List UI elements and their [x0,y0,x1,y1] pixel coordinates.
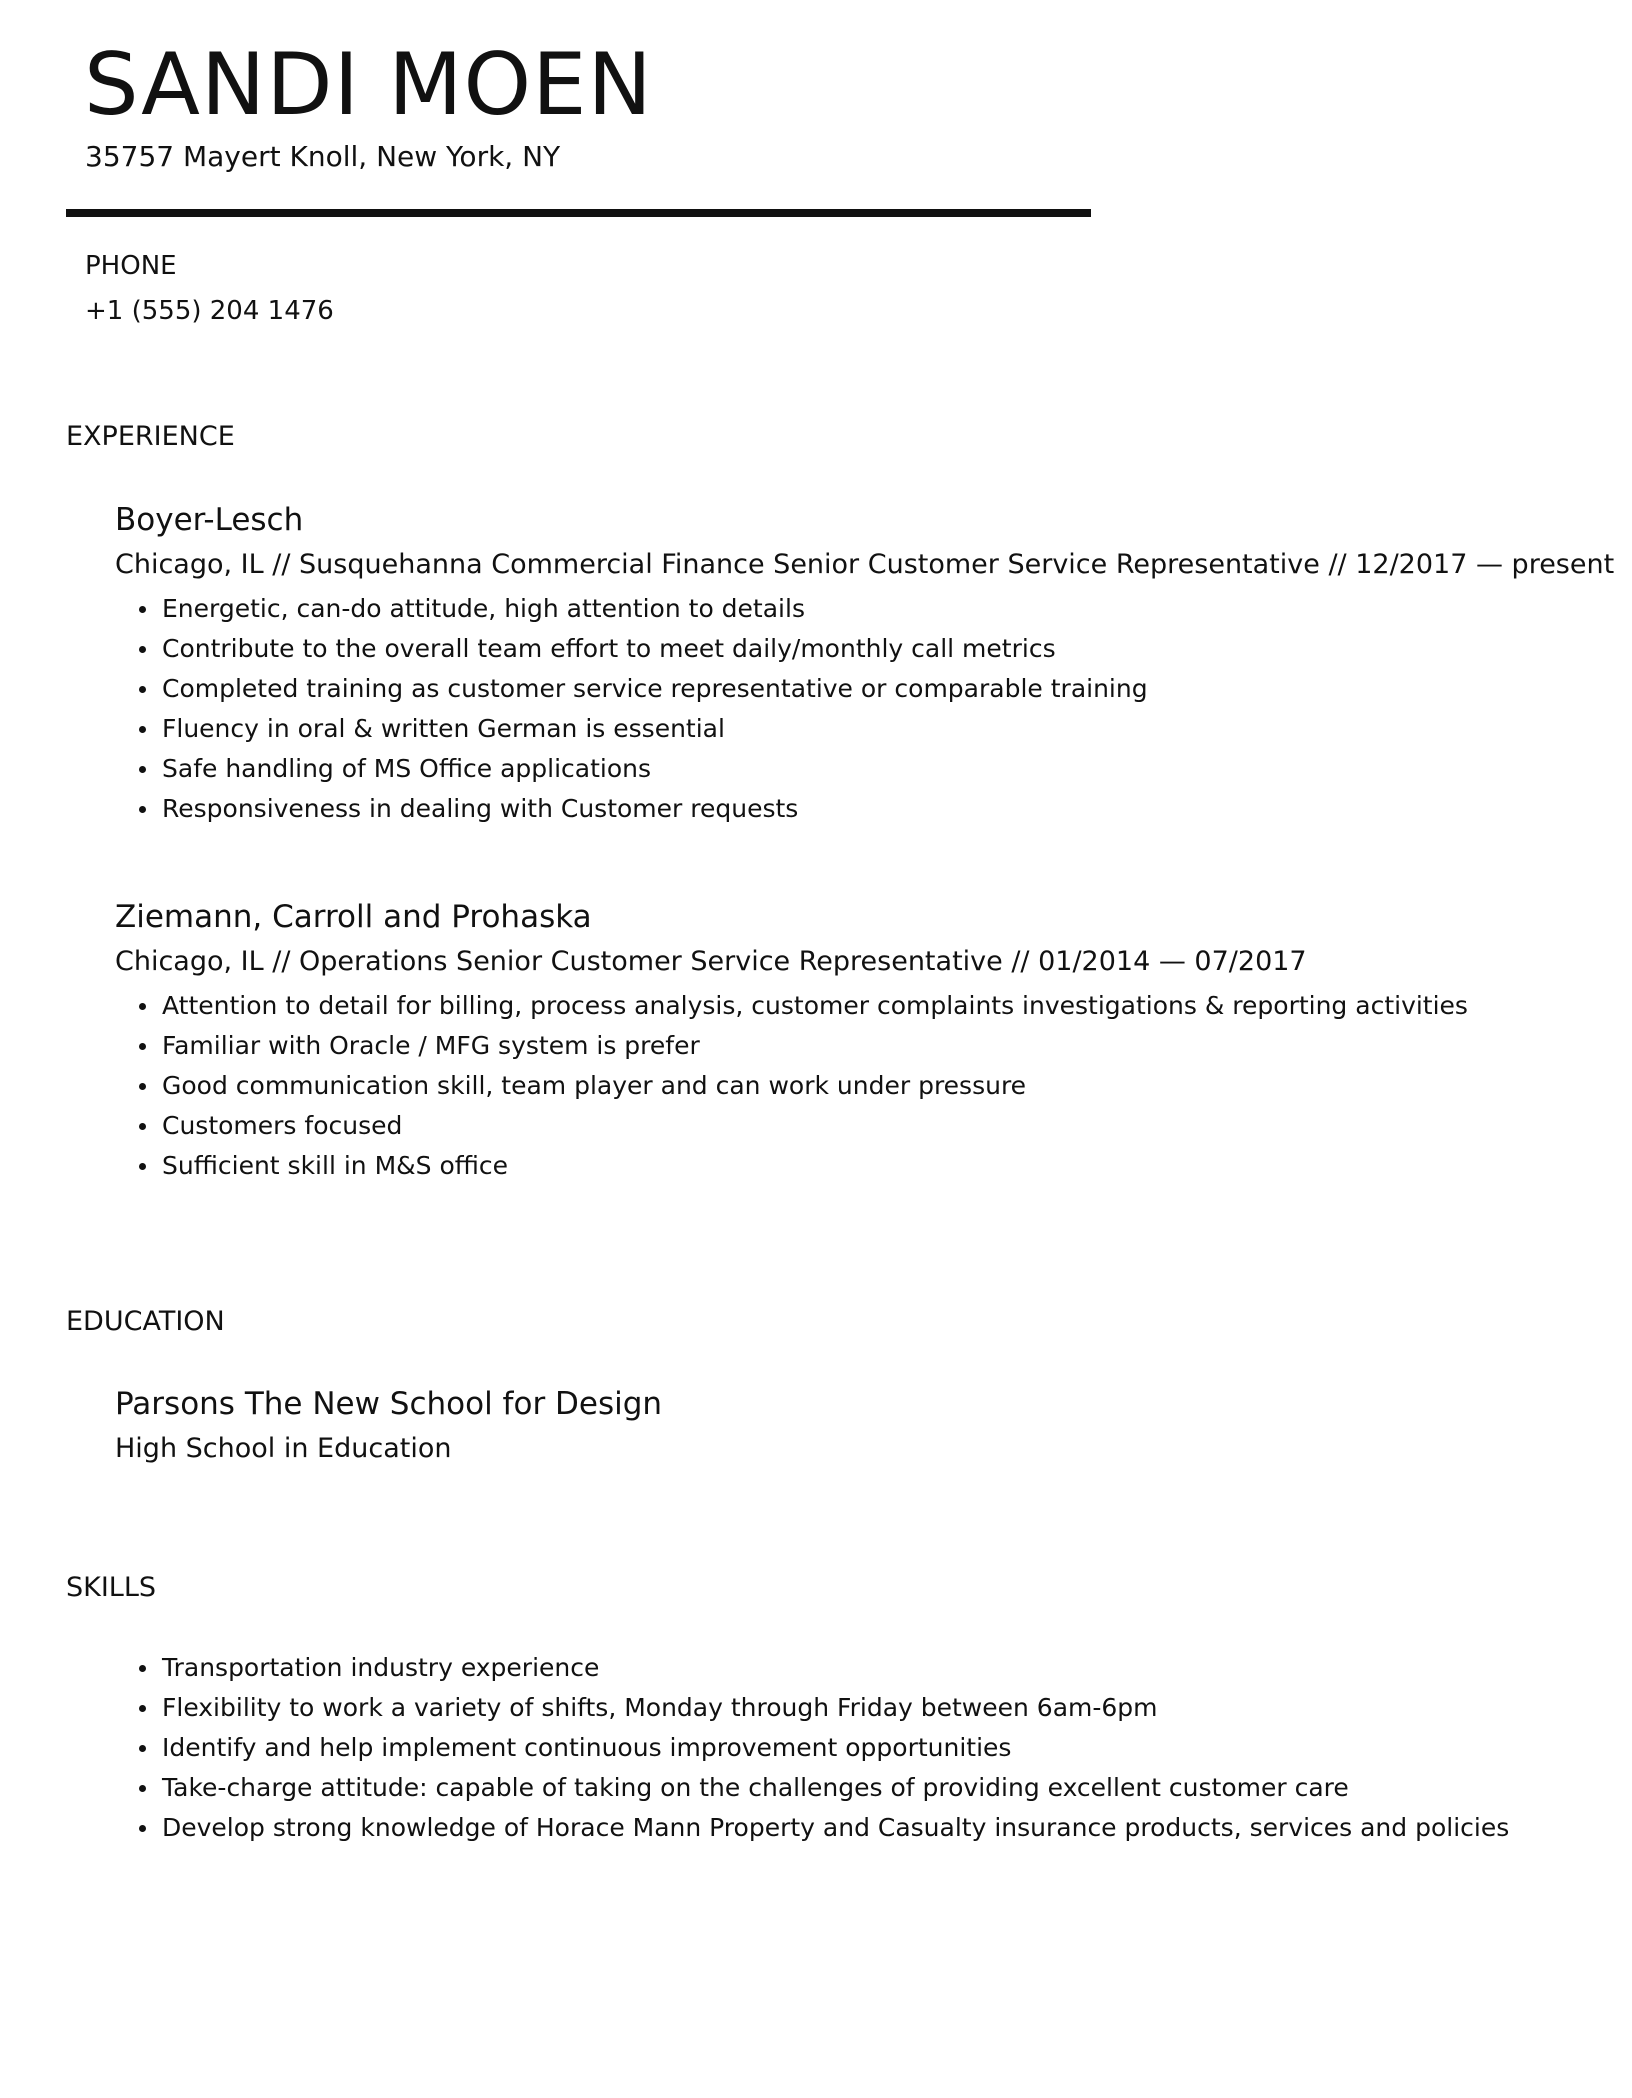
phone-label: PHONE [85,251,177,281]
skill-item: Identify and help implement continuous improvement opportunities [115,1728,1595,1768]
job-bullets [115,589,1595,829]
experience-heading: EXPERIENCE [66,421,235,452]
job-bullet: Fluency in oral & written German is essential [115,709,1595,749]
skills-heading: SKILLS [66,1572,157,1603]
job-bullet: Responsiveness in dealing with Customer requests [115,789,1595,829]
job-entry-1 [115,502,1615,829]
job-bullet: Attention to detail for billing, process analysis, customer complaints investigations & reporting activities [115,986,1595,1026]
skill-item: Transportation industry experience [115,1648,1595,1688]
job-entry-2 [115,899,1595,1186]
skill-item: Take-charge attitude: capable of taking on the challenges of providing excellent customer care [115,1768,1595,1808]
job-bullet: Safe handling of MS Office applications [115,749,1595,789]
phone-value: +1 (555) 204 1476 [85,296,334,326]
skill-item: Develop strong knowledge of Horace Mann Property and Casualty insurance products, services and policies [115,1808,1595,1848]
job-company: Boyer-Lesch [115,502,304,538]
job-bullet: Contribute to the overall team effort to meet daily/monthly call metrics [115,629,1595,669]
header-divider [66,209,1091,217]
education-heading: EDUCATION [66,1306,225,1337]
skills-list-container [115,1648,1595,1848]
job-bullet: Completed training as customer service representative or comparable training [115,669,1595,709]
job-bullet: Familiar with Oracle / MFG system is prefer [115,1026,1595,1066]
job-bullet: Good communication skill, team player and can work under pressure [115,1066,1595,1106]
degree: High School in Education [115,1433,452,1464]
job-details: Chicago, IL // Susquehanna Commercial Finance Senior Customer Service Representative // 12/2017 — present [115,549,1615,580]
school-name: Parsons The New School for Design [115,1386,663,1422]
education-entry [115,1386,1595,1473]
job-bullet: Customers focused [115,1106,1595,1146]
candidate-name: SANDI MOEN [84,35,653,135]
job-details: Chicago, IL // Operations Senior Customer Service Representative // 01/2014 — 07/2017 [115,946,1307,977]
job-bullets [115,986,1595,1186]
job-company: Ziemann, Carroll and Prohaska [115,899,592,935]
skills-list [115,1648,1595,1848]
job-bullet: Sufficient skill in M&S office [115,1146,1595,1186]
job-bullet: Energetic, can-do attitude, high attention to details [115,589,1595,629]
candidate-address: 35757 Mayert Knoll, New York, NY [85,140,561,173]
skill-item: Flexibility to work a variety of shifts, Monday through Friday between 6am-6pm [115,1688,1595,1728]
